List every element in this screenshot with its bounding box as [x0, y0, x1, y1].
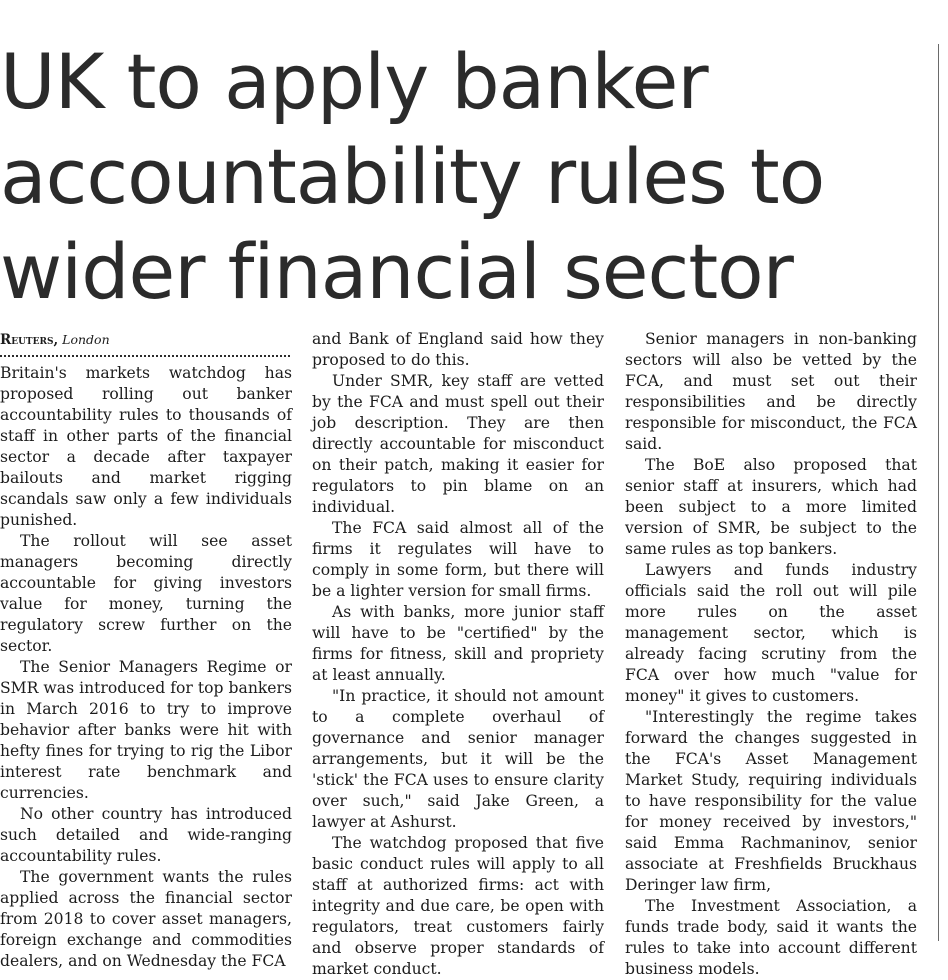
headline [0, 34, 936, 319]
paragraph: Lawyers and funds industry officials said the roll out will pile more rules on the asset management sector, which is already facing scrutiny from the FCA over how much "value for money" it gives to customers. [625, 561, 917, 705]
paragraph: "In practice, it should not amount to a complete overhaul of governance and senior manager arrangements, but it will be the 'stick' the FCA uses to ensure clarity over such," said Jake Green, a lawyer at Ashurst. [312, 687, 604, 831]
paragraph: The rollout will see asset managers becoming directly accountable for giving investors value for money, turning the regulatory screw further on the sector. [0, 532, 292, 655]
paragraph: No other country has introduced such detailed and wide-ranging accountability rules. [0, 805, 292, 865]
article-column-1 [0, 329, 292, 972]
headline-line: accountability rules to [0, 132, 825, 221]
paragraph: The Investment Association, a funds trade body, said it wants the rules to take into account different business models. [625, 897, 917, 978]
paragraph: Senior managers in non-banking sectors will also be vetted by the FCA, and must set out their responsibilities and be directly responsible for misconduct, the FCA said. [625, 330, 917, 453]
paragraph: Under SMR, key staff are vetted by the FCA and must spell out their job description. They are then directly accountable for misconduct on their patch, making it easier for regulators to pin blame on an individual. [312, 372, 604, 516]
paragraph: The government wants the rules applied across the financial sector from 2018 to cover asset managers, foreign exchange and commodities dealers, and on Wednesday the FCA [0, 868, 292, 970]
byline [0, 329, 292, 351]
byline-divider [0, 355, 290, 357]
paragraph: "Interestingly the regime takes forward the changes suggested in the FCA's Asset Management Market Study, requiring individuals to have responsibility for the value for money received by investors," said Emma Rachmaninov, senior associate at Freshfields Bruckhaus Deringer law firm, [625, 708, 917, 894]
paragraph: The BoE also proposed that senior staff at insurers, which had been subject to a more limited version of SMR, be subject to the same rules as top bankers. [625, 456, 917, 558]
column-rule [938, 44, 939, 941]
paragraph: The watchdog proposed that five basic conduct rules will apply to all staff at authorized firms: act with integrity and due care, be open with regulators, treat customers fairly and observe proper standards of market conduct. [312, 834, 604, 978]
article-column-3 [625, 329, 917, 980]
paragraph: As with banks, more junior staff will have to be "certified" by the firms for fitness, skill and propriety at least annually. [312, 603, 604, 684]
paragraph: The Senior Managers Regime or SMR was introduced for top bankers in March 2016 to try to improve behavior after banks were hit with hefty fines for trying to rig the Libor interest rate benchmark and currencies. [0, 658, 292, 802]
paragraph: The FCA said almost all of the firms it regulates will have to comply in some form, but there will be a lighter version for small firms. [312, 519, 604, 600]
article-column-2 [312, 329, 604, 980]
paragraph: Britain's markets watchdog has proposed rolling out banker accountability rules to thousands of staff in other parts of the financial sector a decade after taxpayer bailouts and market rigging scandals saw only a few individuals punished. [0, 364, 292, 529]
paragraph: and Bank of England said how they proposed to do this. [312, 330, 604, 369]
headline-line: wider financial sector [0, 227, 793, 316]
headline-line: UK to apply banker [0, 37, 708, 126]
byline-place: London [62, 332, 110, 347]
byline-agency: Reuters, [0, 332, 59, 348]
